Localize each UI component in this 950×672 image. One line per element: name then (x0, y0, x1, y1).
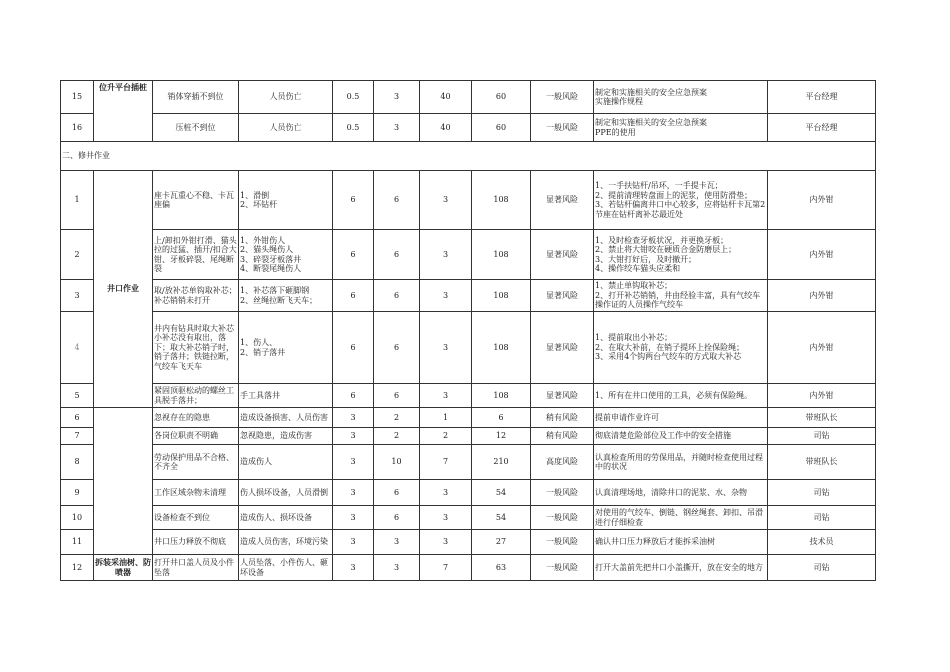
risk-level-cell: 显著风险 (531, 312, 594, 384)
exposure-cell: 6 (374, 280, 420, 312)
table-row (61, 312, 876, 384)
measure-cell: 1、提前取出小补芯； 2、在取大补前，在销子提环上拴保险绳； 3、采用4个钩两台气绞车的方式取大补芯 (594, 312, 768, 384)
severity-cell: 2 (420, 428, 472, 445)
measure-cell: 制定和实施相关的安全应急预案 PPE的使用 (594, 114, 768, 142)
hazard-cell: 井口压力释放不彻底 (153, 530, 239, 555)
exposure-cell: 6 (374, 384, 420, 408)
hazard-cell: 设备检查不到位 (153, 506, 239, 530)
exposure-cell: 10 (374, 445, 420, 480)
hazard-cell: 忽视存在的隐患 (153, 408, 239, 428)
category-platform: 位升平台插桩 (94, 81, 153, 142)
risk-level-cell: 显著风险 (531, 171, 594, 230)
hazard-cell: 取/放补芯单钩取补芯；补芯销销未打开 (153, 280, 239, 312)
hazard-cell: 座卡瓦重心不稳、卡瓦座偏 (153, 171, 239, 230)
row-number: 1 (61, 171, 94, 230)
hazard-cell: 压桩不到位 (153, 114, 239, 142)
severity-cell: 3 (420, 530, 472, 555)
hazard-cell: 各岗位职责不明确 (153, 428, 239, 445)
likelihood-cell: 0.5 (333, 114, 374, 142)
hazard-cell: 打开井口盖人员及小件坠落 (153, 555, 239, 581)
exposure-cell: 6 (374, 506, 420, 530)
severity-cell: 3 (420, 171, 472, 230)
score-cell: 60 (472, 81, 531, 114)
hazard-cell: 销体穿插不到位 (153, 81, 239, 114)
owner-cell: 内外钳 (768, 312, 876, 384)
measure-cell: 1、一手扶钻杆/吊环，一手提卡瓦； 2、提前清理转盘面上的泥浆，使用防滑垫； 3、若钻杆偏离井口中心较多，应将钻杆卡瓦第2节座在钻杆离补芯最近处 (594, 171, 768, 230)
risk-level-cell: 一般风险 (531, 555, 594, 581)
score-cell: 27 (472, 530, 531, 555)
row-number: 12 (61, 555, 94, 581)
row-number: 4 (61, 312, 94, 384)
severity-cell: 1 (420, 408, 472, 428)
table-row (61, 428, 876, 445)
consequence-cell: 1、补芯落下砸脚钢 2、丝绳拉断飞天车； (239, 280, 333, 312)
likelihood-cell: 3 (333, 428, 374, 445)
exposure-cell: 6 (374, 312, 420, 384)
likelihood-cell: 3 (333, 506, 374, 530)
table-row (61, 555, 876, 581)
likelihood-cell: 3 (333, 555, 374, 581)
measure-cell: 1、禁止单钩取补芯； 2、打开补芯销销，井由经验丰富，具有气绞车操作证的人员操作气绞车 (594, 280, 768, 312)
table-row (61, 445, 876, 480)
row-number: 9 (61, 480, 94, 506)
severity-cell: 3 (420, 230, 472, 280)
score-cell: 63 (472, 555, 531, 581)
score-cell: 108 (472, 230, 531, 280)
risk-level-cell: 一般风险 (531, 114, 594, 142)
table-row (61, 81, 876, 114)
exposure-cell: 3 (374, 114, 420, 142)
owner-cell: 平台经理 (768, 114, 876, 142)
category-tree: 拆装采油树、防喷器 (94, 555, 153, 581)
table-row (61, 480, 876, 506)
consequence-cell: 1、滑倒 2、坏钻杆 (239, 171, 333, 230)
consequence-cell: 1、外钳伤人 2、猫头绳伤人 3、碎裂牙板落井 4、断裂尾绳伤人 (239, 230, 333, 280)
row-number: 5 (61, 384, 94, 408)
row-number: 8 (61, 445, 94, 480)
exposure-cell: 2 (374, 428, 420, 445)
score-cell: 60 (472, 114, 531, 142)
measure-cell: 对使用的气绞车、倒链、钢丝绳套、卸扣、吊滑进行仔细检查 (594, 506, 768, 530)
score-cell: 6 (472, 408, 531, 428)
likelihood-cell: 6 (333, 384, 374, 408)
risk-level-cell: 一般风险 (531, 530, 594, 555)
severity-cell: 40 (420, 114, 472, 142)
consequence-cell: 人员伤亡 (239, 114, 333, 142)
section-header-row (61, 142, 876, 171)
measure-cell: 打开大盖前先把井口小盖撕开，放在安全的地方 (594, 555, 768, 581)
hazard-cell: 工作区域杂物未清理 (153, 480, 239, 506)
row-number: 10 (61, 506, 94, 530)
measure-cell: 提前申请作业许可 (594, 408, 768, 428)
severity-cell: 3 (420, 506, 472, 530)
consequence-cell: 造成伤人 (239, 445, 333, 480)
exposure-cell: 2 (374, 408, 420, 428)
category-wellhead: 井口作业 (94, 171, 153, 408)
severity-cell: 3 (420, 384, 472, 408)
consequence-cell: 造成伤人、损坏设备 (239, 506, 333, 530)
owner-cell: 内外钳 (768, 384, 876, 408)
table-row (61, 230, 876, 280)
measure-cell: 认真检查所用的劳保用品，并随时检查使用过程中的状况 (594, 445, 768, 480)
exposure-cell: 6 (374, 171, 420, 230)
consequence-cell: 人员伤亡 (239, 81, 333, 114)
consequence-cell: 手工具落井 (239, 384, 333, 408)
exposure-cell: 3 (374, 530, 420, 555)
score-cell: 54 (472, 506, 531, 530)
severity-cell: 3 (420, 312, 472, 384)
score-cell: 108 (472, 384, 531, 408)
measure-cell: 彻底清楚危险部位及工作中的安全措施 (594, 428, 768, 445)
consequence-cell: 1、伤人、 2、销子落井 (239, 312, 333, 384)
risk-level-cell: 显著风险 (531, 384, 594, 408)
risk-level-cell: 稍有风险 (531, 408, 594, 428)
risk-level-cell: 一般风险 (531, 506, 594, 530)
likelihood-cell: 6 (333, 280, 374, 312)
table-row (61, 114, 876, 142)
likelihood-cell: 3 (333, 530, 374, 555)
measure-cell: 认真清理场地，清除井口的泥浆、水、杂物 (594, 480, 768, 506)
row-number: 6 (61, 408, 94, 428)
table-row (61, 530, 876, 555)
risk-level-cell: 一般风险 (531, 81, 594, 114)
risk-level-cell: 一般风险 (531, 480, 594, 506)
owner-cell: 带班队长 (768, 445, 876, 480)
table-row (61, 408, 876, 428)
row-number: 15 (61, 81, 94, 114)
consequence-cell: 造成人员伤害，环境污染 (239, 530, 333, 555)
consequence-cell: 忽视隐患，造成伤害 (239, 428, 333, 445)
section-title: 二、修井作业 (61, 142, 876, 171)
risk-assessment-table (60, 80, 876, 581)
owner-cell: 平台经理 (768, 81, 876, 114)
risk-level-cell: 显著风险 (531, 230, 594, 280)
score-cell: 108 (472, 171, 531, 230)
owner-cell: 司钻 (768, 428, 876, 445)
likelihood-cell: 6 (333, 312, 374, 384)
exposure-cell: 3 (374, 555, 420, 581)
category-blank (94, 408, 153, 555)
owner-cell: 司钻 (768, 555, 876, 581)
likelihood-cell: 3 (333, 480, 374, 506)
consequence-cell: 人员坠落、小件伤人、砸坏设备 (239, 555, 333, 581)
score-cell: 210 (472, 445, 531, 480)
severity-cell: 3 (420, 280, 472, 312)
severity-cell: 7 (420, 555, 472, 581)
table-row (61, 384, 876, 408)
owner-cell: 内外钳 (768, 230, 876, 280)
consequence-cell: 造成设备损害、人员伤害 (239, 408, 333, 428)
measure-cell: 1、及时检查牙板状况，并更换牙板； 2、禁止将大钳咬在硬质合金防磨层上； 3、大钳打好后，及时撤开； 4、操作绞车猫头应柔和 (594, 230, 768, 280)
owner-cell: 司钻 (768, 506, 876, 530)
row-number: 2 (61, 230, 94, 280)
risk-level-cell: 高度风险 (531, 445, 594, 480)
exposure-cell: 3 (374, 81, 420, 114)
row-number: 11 (61, 530, 94, 555)
owner-cell: 司钻 (768, 480, 876, 506)
score-cell: 54 (472, 480, 531, 506)
owner-cell: 带班队长 (768, 408, 876, 428)
likelihood-cell: 0.5 (333, 81, 374, 114)
consequence-cell: 伤人损坏设备，人员滑倒 (239, 480, 333, 506)
owner-cell: 内外钳 (768, 280, 876, 312)
row-number: 3 (61, 280, 94, 312)
table-row (61, 506, 876, 530)
table-row (61, 280, 876, 312)
score-cell: 12 (472, 428, 531, 445)
measure-cell: 制定和实施相关的安全应急预案 实施操作规程 (594, 81, 768, 114)
hazard-cell: 紧固顶驱松动的螺丝工具脱手落井； (153, 384, 239, 408)
table-row (61, 171, 876, 230)
likelihood-cell: 3 (333, 445, 374, 480)
exposure-cell: 6 (374, 230, 420, 280)
likelihood-cell: 3 (333, 408, 374, 428)
owner-cell: 内外钳 (768, 171, 876, 230)
likelihood-cell: 6 (333, 230, 374, 280)
risk-level-cell: 显著风险 (531, 280, 594, 312)
severity-cell: 7 (420, 445, 472, 480)
risk-level-cell: 稍有风险 (531, 428, 594, 445)
exposure-cell: 6 (374, 480, 420, 506)
hazard-cell: 劳动保护用品不合格、不齐全 (153, 445, 239, 480)
hazard-cell: 井内有钻具时取大补芯小补芯没有取出，落下；取大补芯销子时，销子落井；铁链拉断，气绞车飞天车 (153, 312, 239, 384)
score-cell: 108 (472, 280, 531, 312)
measure-cell: 1、所有在井口使用的工具，必须有保险绳。 (594, 384, 768, 408)
owner-cell: 技术员 (768, 530, 876, 555)
score-cell: 108 (472, 312, 531, 384)
hazard-cell: 上/卸扣外钳打滑、猫头拉的过猛、插开/扣合大钳、牙板碎裂、尾绳断裂 (153, 230, 239, 280)
severity-cell: 40 (420, 81, 472, 114)
likelihood-cell: 6 (333, 171, 374, 230)
row-number: 7 (61, 428, 94, 445)
row-number: 16 (61, 114, 94, 142)
severity-cell: 3 (420, 480, 472, 506)
measure-cell: 确认井口压力释放后才能拆采油树 (594, 530, 768, 555)
